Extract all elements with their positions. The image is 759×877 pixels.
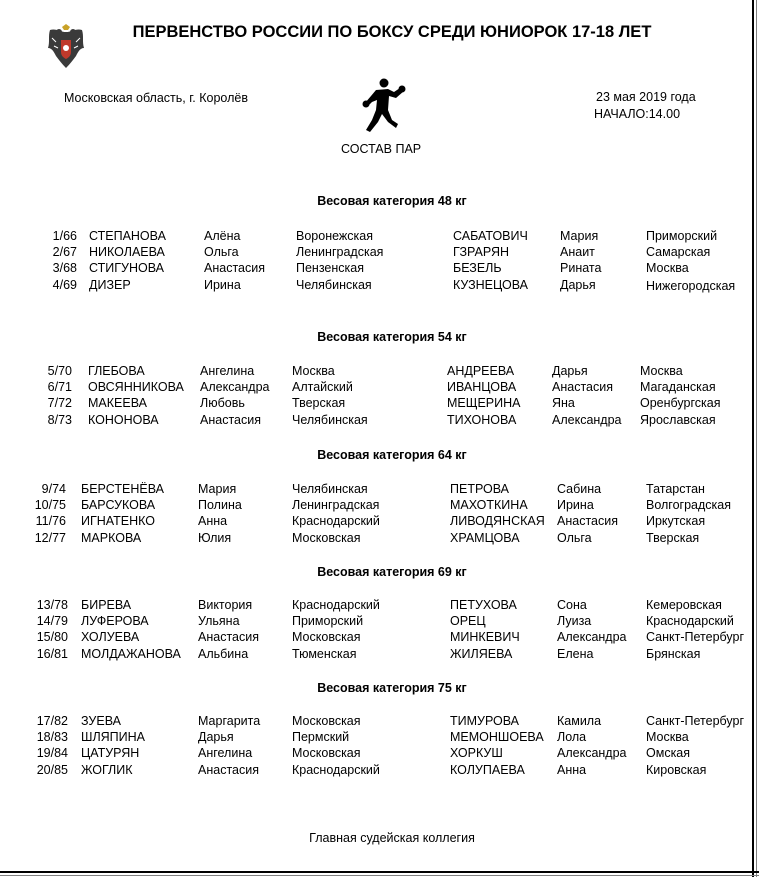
bout-number: 6/71 — [47, 380, 72, 394]
blue-corner-name: Анаит — [560, 245, 595, 259]
blue-corner-region: Самарская — [646, 245, 711, 259]
start-label: НАЧАЛО: — [594, 107, 649, 121]
blue-corner-region: Брянская — [646, 647, 701, 661]
pair-row — [0, 380, 759, 396]
event-date: 23 мая 2019 года — [596, 90, 696, 104]
blue-corner-surname: ТИХОНОВА — [447, 413, 517, 427]
pair-row — [0, 647, 759, 663]
red-corner-region: Челябинская — [296, 278, 372, 292]
blue-corner-name: Александра — [552, 413, 622, 427]
blue-corner-name: Сабина — [557, 482, 602, 496]
red-corner-name: Альбина — [198, 647, 249, 661]
blue-corner-region: Нижегородская — [646, 279, 736, 293]
blue-corner-region: Волгоградская — [646, 498, 732, 512]
start-value: 14.00 — [648, 107, 681, 121]
bout-number: 3/68 — [52, 261, 77, 275]
venue-location: Московская область, г. Королёв — [64, 91, 248, 105]
weight-category-heading: Весовая категория 75 кг — [317, 681, 467, 695]
red-corner-name: Полина — [198, 498, 242, 512]
red-corner-surname: МАКЕЕВА — [88, 396, 147, 410]
red-corner-surname: СТЕПАНОВА — [89, 229, 166, 243]
red-corner-region: Алтайский — [292, 380, 353, 394]
red-corner-region: Краснодарский — [292, 514, 380, 528]
bout-number: 2/67 — [52, 245, 77, 259]
blue-corner-region: Тверская — [646, 531, 700, 545]
blue-corner-name: Сона — [557, 598, 587, 612]
red-corner-region: Краснодарский — [292, 763, 380, 777]
red-corner-surname: ХОЛУЕВА — [81, 630, 140, 644]
pair-row — [0, 413, 759, 429]
red-corner-name: Виктория — [198, 598, 253, 612]
blue-corner-region: Магаданская — [640, 380, 716, 394]
bout-number: 19/84 — [36, 746, 68, 760]
blue-corner-surname: ЛИВОДЯНСКАЯ — [450, 514, 545, 528]
red-corner-region: Ленинградская — [296, 245, 384, 259]
pair-row — [0, 531, 759, 547]
blue-corner-region: Омская — [646, 746, 691, 760]
bout-number: 18/83 — [36, 730, 68, 744]
blue-corner-surname: АНДРЕЕВА — [447, 364, 515, 378]
red-corner-name: Мария — [198, 482, 237, 496]
bout-number: 15/80 — [36, 630, 68, 644]
red-corner-surname: МОЛДАЖАНОВА — [81, 647, 181, 661]
blue-corner-surname: МЕМОНШОЕВА — [450, 730, 544, 744]
red-corner-name: Маргарита — [198, 714, 261, 728]
red-corner-name: Ульяна — [198, 614, 240, 628]
blue-corner-region: Москва — [640, 364, 683, 378]
blue-corner-name: Лола — [557, 730, 587, 744]
red-corner-surname: БИРЕВА — [81, 598, 132, 612]
red-corner-region: Приморский — [292, 614, 364, 628]
weight-category-heading: Весовая категория 64 кг — [317, 448, 467, 462]
bout-number: 4/69 — [52, 278, 77, 292]
pair-row — [0, 730, 759, 746]
red-corner-name: Дарья — [198, 730, 234, 744]
blue-corner-name: Рината — [560, 261, 602, 275]
red-corner-region: Тверская — [292, 396, 346, 410]
start-time — [594, 107, 680, 121]
blue-corner-surname: ОРЕЦ — [450, 614, 486, 628]
blue-corner-surname: ИВАНЦОВА — [447, 380, 517, 394]
blue-corner-region: Москва — [646, 730, 689, 744]
blue-corner-name: Александра — [557, 630, 627, 644]
blue-corner-region: Приморский — [646, 229, 718, 243]
red-corner-name: Анастасия — [198, 763, 259, 777]
red-corner-surname: МАРКОВА — [81, 531, 142, 545]
blue-corner-region: Санкт-Петербург — [646, 714, 745, 728]
bout-number: 17/82 — [36, 714, 68, 728]
bout-number: 7/72 — [47, 396, 72, 410]
red-corner-region: Московская — [292, 746, 361, 760]
blue-corner-name: Александра — [557, 746, 627, 760]
page-edge-bottom — [0, 871, 759, 873]
blue-corner-surname: МИНКЕВИЧ — [450, 630, 520, 644]
red-corner-region: Москва — [292, 364, 335, 378]
pair-row — [0, 245, 759, 261]
blue-corner-surname: ПЕТУХОВА — [450, 598, 517, 612]
boxer-icon — [362, 76, 406, 134]
red-corner-surname: ЦАТУРЯН — [81, 746, 140, 760]
weight-category-heading: Весовая категория 48 кг — [317, 194, 467, 208]
red-corner-name: Анастасия — [204, 261, 265, 275]
red-corner-surname: БЕРСТЕНЁВА — [81, 482, 164, 496]
blue-corner-surname: САБАТОВИЧ — [453, 229, 528, 243]
blue-corner-name: Дарья — [560, 278, 596, 292]
blue-corner-region: Кировская — [646, 763, 707, 777]
pair-row — [0, 714, 759, 730]
blue-corner-region: Санкт-Петербург — [646, 630, 745, 644]
red-corner-surname: СТИГУНОВА — [89, 261, 164, 275]
red-corner-name: Ангелина — [198, 746, 253, 760]
blue-corner-region: Татарстан — [646, 482, 705, 496]
red-corner-surname: ГЛЕБОВА — [88, 364, 145, 378]
red-corner-name: Ангелина — [200, 364, 255, 378]
red-corner-region: Челябинская — [292, 482, 368, 496]
red-corner-surname: ШЛЯПИНА — [81, 730, 146, 744]
red-corner-surname: БАРСУКОВА — [81, 498, 156, 512]
red-corner-name: Ирина — [204, 278, 241, 292]
blue-corner-surname: КОЛУПАЕВА — [450, 763, 525, 777]
blue-corner-name: Мария — [560, 229, 599, 243]
red-corner-region: Краснодарский — [292, 598, 380, 612]
red-corner-name: Любовь — [200, 396, 245, 410]
bout-number: 5/70 — [47, 364, 72, 378]
bout-number: 8/73 — [47, 413, 72, 427]
bout-number: 16/81 — [36, 647, 68, 661]
bout-number: 10/75 — [34, 498, 66, 512]
red-corner-surname: ЖОГЛИК — [81, 763, 133, 777]
bout-number: 11/76 — [35, 514, 66, 528]
pair-row — [0, 396, 759, 412]
blue-corner-name: Ольга — [557, 531, 592, 545]
red-corner-region: Пензенская — [296, 261, 364, 275]
pair-row — [0, 598, 759, 614]
red-corner-region: Ленинградская — [292, 498, 380, 512]
blue-corner-region: Иркутская — [646, 514, 706, 528]
pair-row — [0, 278, 759, 294]
blue-corner-name: Елена — [557, 647, 594, 661]
blue-corner-surname: ПЕТРОВА — [450, 482, 510, 496]
bout-number: 13/78 — [36, 598, 68, 612]
blue-corner-name: Дарья — [552, 364, 588, 378]
blue-corner-name: Луиза — [557, 614, 592, 628]
pair-row — [0, 498, 759, 514]
blue-corner-region: Краснодарский — [646, 614, 734, 628]
blue-corner-surname: КУЗНЕЦОВА — [453, 278, 528, 292]
blue-corner-surname: МАХОТКИНА — [450, 498, 528, 512]
red-corner-surname: ИГНАТЕНКО — [81, 514, 156, 528]
red-corner-name: Ольга — [204, 245, 239, 259]
red-corner-name: Александра — [200, 380, 270, 394]
red-corner-surname: ЗУЕВА — [81, 714, 121, 728]
red-corner-region: Московская — [292, 531, 361, 545]
blue-corner-region: Москва — [646, 261, 689, 275]
blue-corner-name: Яна — [552, 396, 575, 410]
blue-corner-surname: ХРАМЦОВА — [450, 531, 520, 545]
blue-corner-surname: БЕЗЕЛЬ — [453, 261, 502, 275]
footer-signature: Главная судейская коллегия — [309, 831, 475, 845]
pair-row — [0, 746, 759, 762]
page-title: ПЕРВЕНСТВО РОССИИ ПО БОКСУ СРЕДИ ЮНИОРОК 17-18 ЛЕТ — [132, 23, 652, 41]
weight-category-heading: Весовая категория 69 кг — [317, 565, 467, 579]
red-corner-region: Пермский — [292, 730, 350, 744]
pairs-subtitle: СОСТАВ ПАР — [341, 142, 422, 156]
weight-category-heading: Весовая категория 54 кг — [317, 330, 467, 344]
pair-row — [0, 261, 759, 277]
blue-corner-surname: ЖИЛЯЕВА — [450, 647, 513, 661]
blue-corner-region: Кемеровская — [646, 598, 722, 612]
blue-corner-region: Оренбургская — [640, 396, 721, 410]
pair-row — [0, 514, 759, 530]
pair-row — [0, 614, 759, 630]
bout-number: 20/85 — [36, 763, 68, 777]
blue-corner-name: Анастасия — [552, 380, 613, 394]
bout-number: 12/77 — [34, 531, 66, 545]
page-edge-shadow-bottom — [0, 875, 759, 876]
pair-row — [0, 229, 759, 245]
red-corner-region: Челябинская — [292, 413, 368, 427]
red-corner-name: Юлия — [198, 531, 232, 545]
red-corner-surname: КОНОНОВА — [88, 413, 159, 427]
red-corner-region: Московская — [292, 630, 361, 644]
pair-row — [0, 364, 759, 380]
blue-corner-region: Ярославская — [640, 413, 716, 427]
blue-corner-surname: МЕЩЕРИНА — [447, 396, 521, 410]
blue-corner-name: Камила — [557, 714, 602, 728]
red-corner-surname: ЛУФЕРОВА — [81, 614, 149, 628]
pair-row — [0, 482, 759, 498]
blue-corner-surname: ГЗРАРЯН — [453, 245, 509, 259]
red-corner-surname: НИКОЛАЕВА — [89, 245, 165, 259]
red-corner-region: Тюменская — [292, 647, 357, 661]
red-corner-name: Анна — [198, 514, 228, 528]
red-corner-surname: ОВСЯННИКОВА — [88, 380, 184, 394]
bout-number: 14/79 — [36, 614, 68, 628]
red-corner-surname: ДИЗЕР — [89, 278, 131, 292]
red-corner-name: Анастасия — [200, 413, 261, 427]
red-corner-region: Воронежская — [296, 229, 373, 243]
blue-corner-surname: ХОРКУШ — [450, 746, 503, 760]
red-corner-name: Анастасия — [198, 630, 259, 644]
red-corner-name: Алёна — [204, 229, 241, 243]
bout-number: 1/66 — [52, 229, 77, 243]
red-corner-region: Московская — [292, 714, 361, 728]
pair-row — [0, 763, 759, 779]
bout-number: 9/74 — [41, 482, 66, 496]
pair-row — [0, 630, 759, 646]
blue-corner-name: Анна — [557, 763, 587, 777]
blue-corner-surname: ТИМУРОВА — [450, 714, 520, 728]
blue-corner-name: Анастасия — [557, 514, 618, 528]
blue-corner-name: Ирина — [557, 498, 594, 512]
